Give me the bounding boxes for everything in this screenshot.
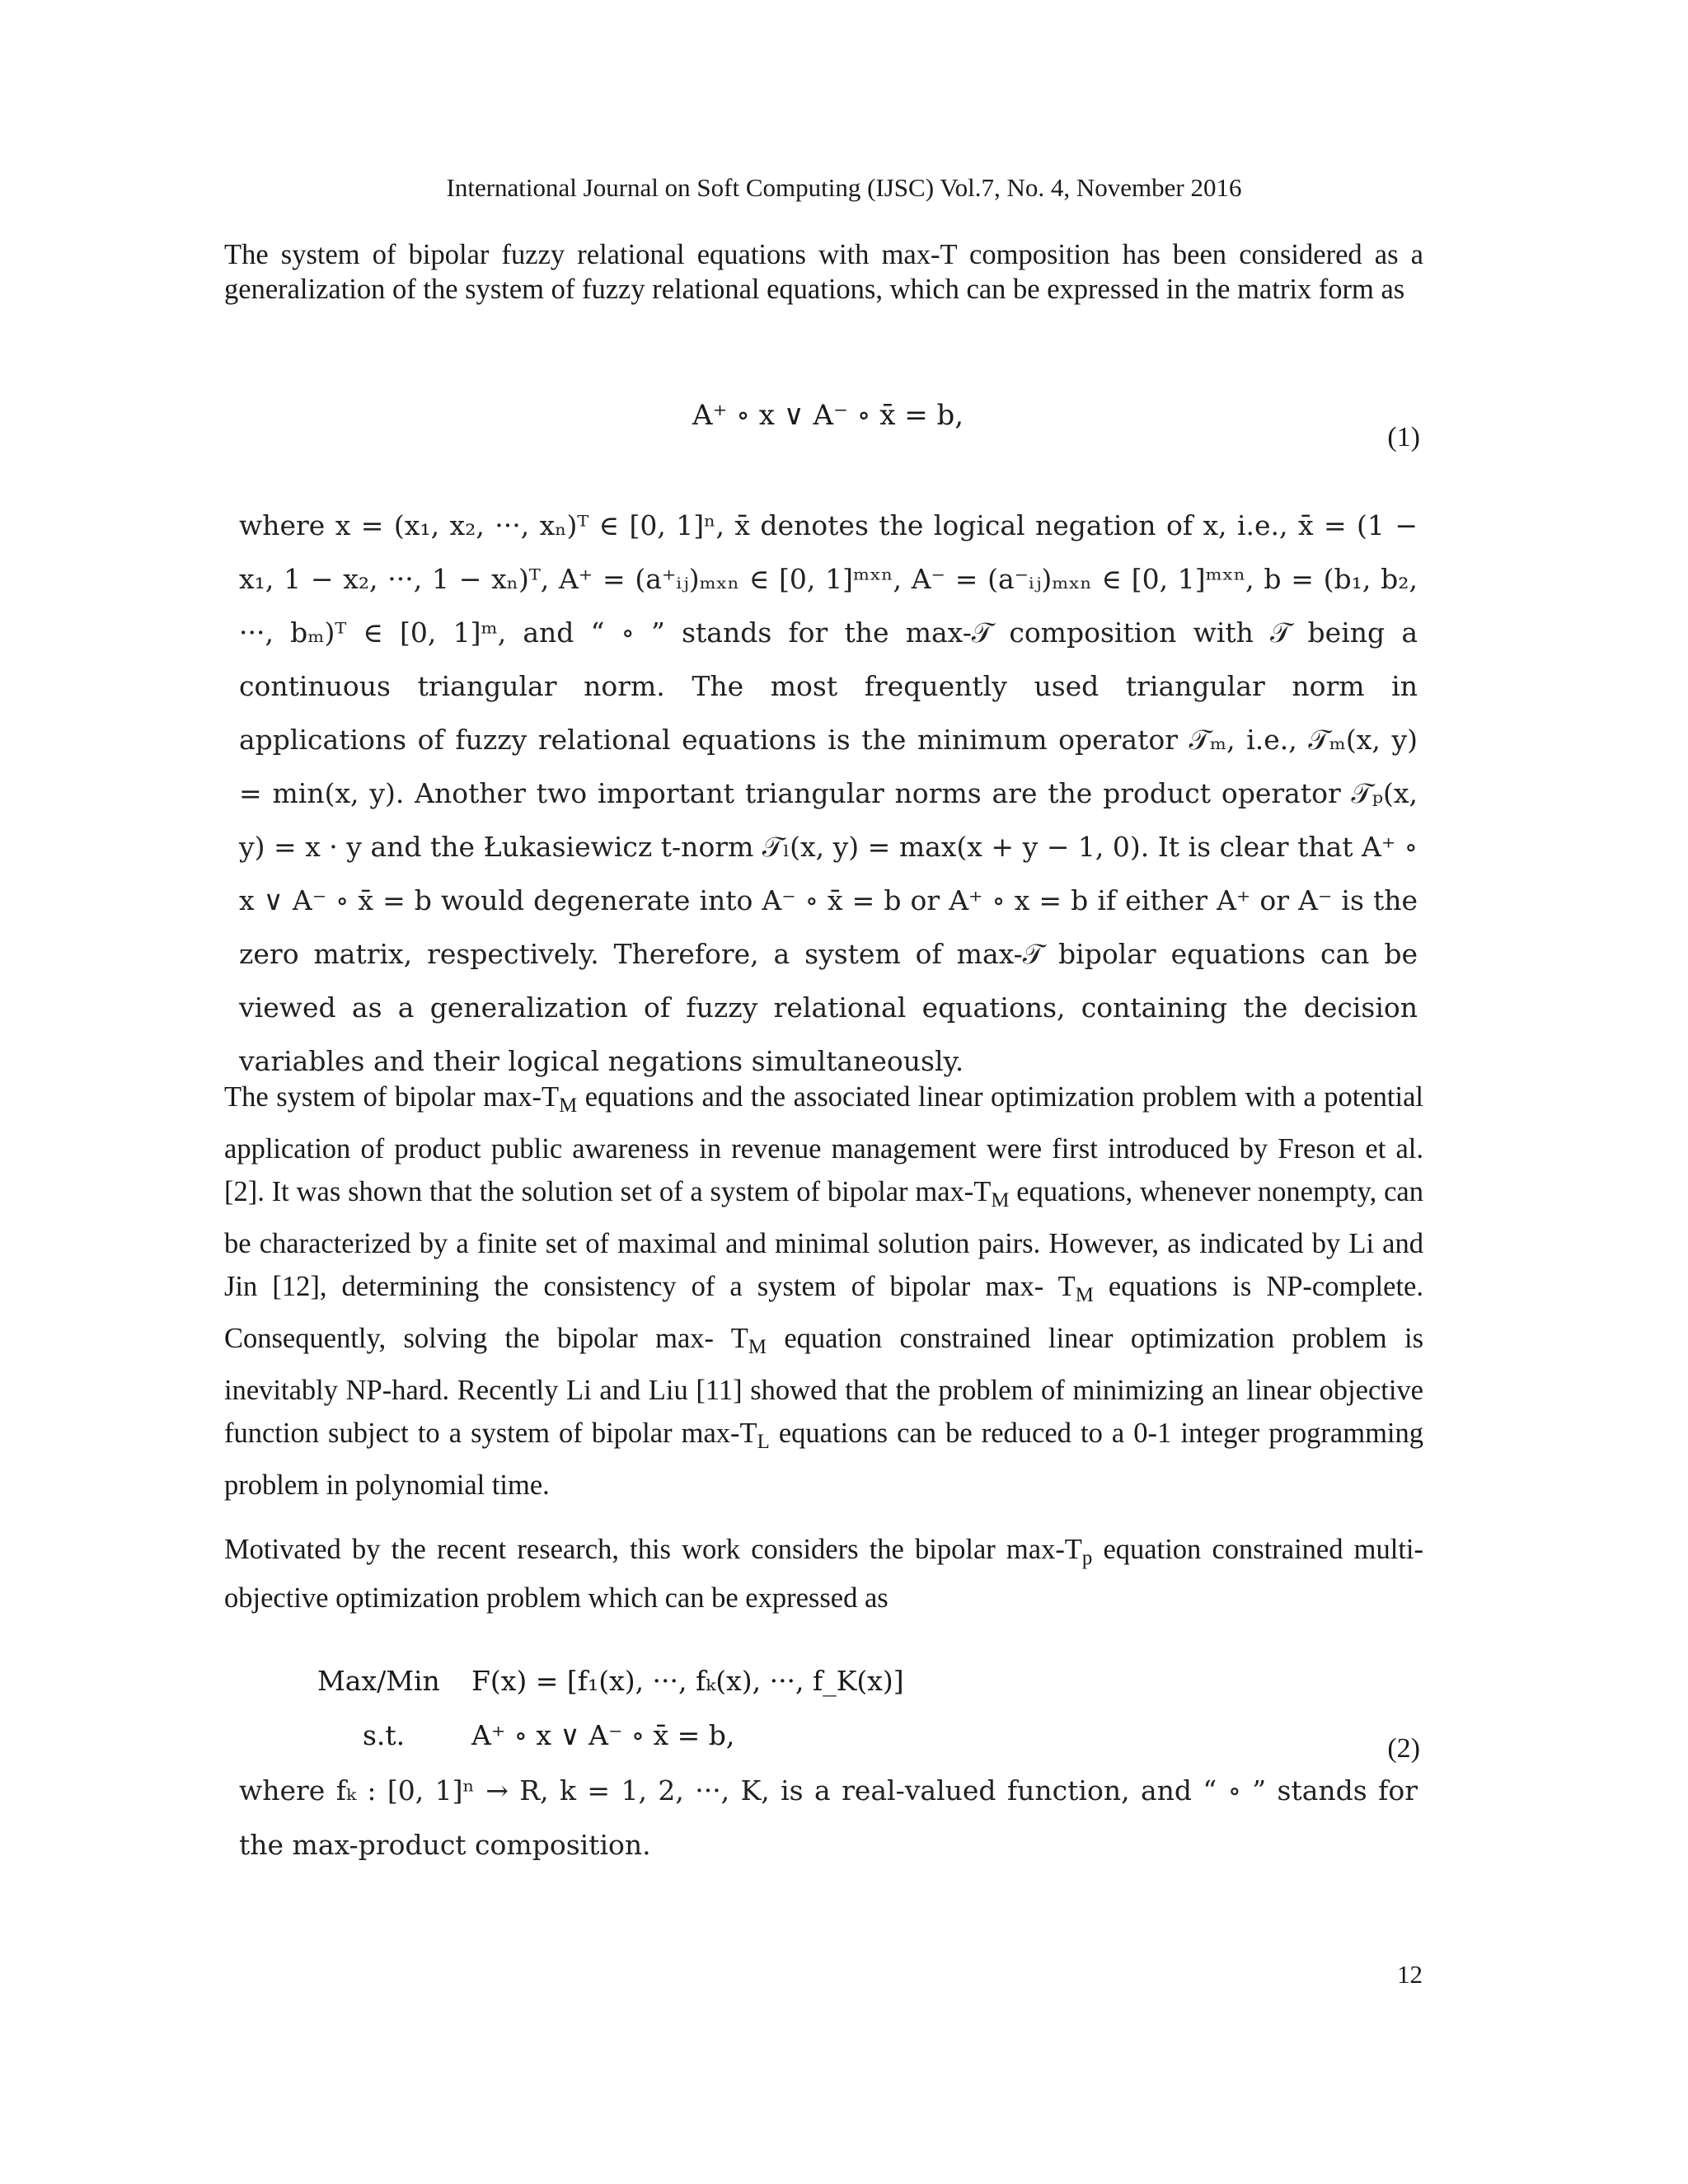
subscript: M <box>1075 1283 1094 1306</box>
text-segment: Motivated by the recent research, this work considers the bipolar max-T <box>224 1534 1082 1565</box>
background-paragraph <box>224 1076 1423 1507</box>
motivation-paragraph <box>224 1530 1423 1618</box>
text-segment: The system of bipolar max-T <box>224 1081 560 1113</box>
equation-2-number: (2) <box>1387 1733 1420 1764</box>
subscript: M <box>748 1335 767 1358</box>
text-segment: equations, whenever nonempty, can be characterized by a finite set of maximal and minimal solution pairs. However, as indicated by Li and Jin [12], determining the consistency of a system of bipolar max- T <box>224 1175 1423 1302</box>
intro-paragraph: The system of bipolar fuzzy relational equations with max-T composition has been considered as a generalization of the system of fuzzy relational equations, which can be expressed in the matrix form as <box>224 239 1423 305</box>
objective-formula: F(x) = [f₁(x), ···, fₖ(x), ···, f_K(x)] <box>471 1665 904 1697</box>
constraint-label: s.t. <box>363 1719 406 1751</box>
text-segment: equations can be reduced to a 0-1 integer programming problem in polynomial time. <box>224 1417 1423 1501</box>
text-segment: equation constrained linear optimization problem is inevitably NP-hard. Recently Li and Liu [11] showed that the problem of minimizing an linear objective function subject to a system of bipolar max-T <box>224 1322 1424 1449</box>
subscript: p <box>1081 1546 1093 1569</box>
text-segment: equation constrained multi-objective optimization problem which can be expressed as <box>224 1534 1423 1614</box>
page-number: 12 <box>1397 1960 1423 1989</box>
text-segment: equations is NP-complete. Consequently, solving the bipolar max- T <box>224 1270 1423 1354</box>
subscript: M <box>559 1094 578 1117</box>
equation-1-number: (1) <box>1387 422 1420 452</box>
running-header: International Journal on Soft Computing (IJSC) Vol.7, No. 4, November 2016 <box>446 173 1242 202</box>
text-segment: equations and the associated linear optimization problem with a potential application of product public awareness in revenue management were first introduced by Freson et al. [2]. It was shown that the solution set of a system of bipolar max-T <box>224 1081 1423 1207</box>
composition-note: where fₖ : [0, 1]ⁿ → R, k = 1, 2, ···, K, is a real-valued function, and “ ∘ ” stands for the max-product composition. <box>239 1774 1418 1861</box>
constraint-formula: A⁺ ∘ x ∨ A⁻ ∘ x̄ = b, <box>471 1719 735 1751</box>
objective-label: Max/Min <box>317 1665 440 1697</box>
equation-1: A⁺ ∘ x ∨ A⁻ ∘ x̄ = b, <box>692 399 964 432</box>
subscript: M <box>991 1188 1010 1212</box>
subscript: L <box>757 1430 770 1453</box>
definitions-paragraph: where x = (x₁, x₂, ···, xₙ)ᵀ ∈ [0, 1]ⁿ, x̄ denotes the logical negation of x, i.e., x̄ = (1 − x₁, 1 − x₂, ···, 1 − xₙ)ᵀ, A⁺ = (a⁺ᵢⱼ)ₘₓₙ ∈ [0, 1]ᵐˣⁿ, A⁻ = (a⁻ᵢⱼ)ₘₓₙ ∈ [0, 1]ᵐˣⁿ, b = (b₁, b₂, ···, bₘ)ᵀ ∈ [0, 1]ᵐ, and “ ∘ ” stands for the max-𝒯 composition with 𝒯 being a continuous triangular norm. The most frequently used triangular norm in applications of fuzzy relational equations is the minimum operator 𝒯ₘ, i.e., 𝒯ₘ(x, y) = min(x, y). Another two important triangular norms are the product operator 𝒯ₚ(x, y) = x · y and the Łukasiewicz t-norm 𝒯ₗ(x, y) = max(x + y − 1, 0). It is clear that A⁺ ∘ x ∨ A⁻ ∘ x̄ = b would degenerate into A⁻ ∘ x̄ = b or A⁺ ∘ x = b if either A⁺ or A⁻ is the zero matrix, respectively. Therefore, a system of max-𝒯 bipolar equations can be viewed as a generalization of fuzzy relational equations, containing the decision variables and their logical negations simultaneously. <box>239 509 1418 1077</box>
